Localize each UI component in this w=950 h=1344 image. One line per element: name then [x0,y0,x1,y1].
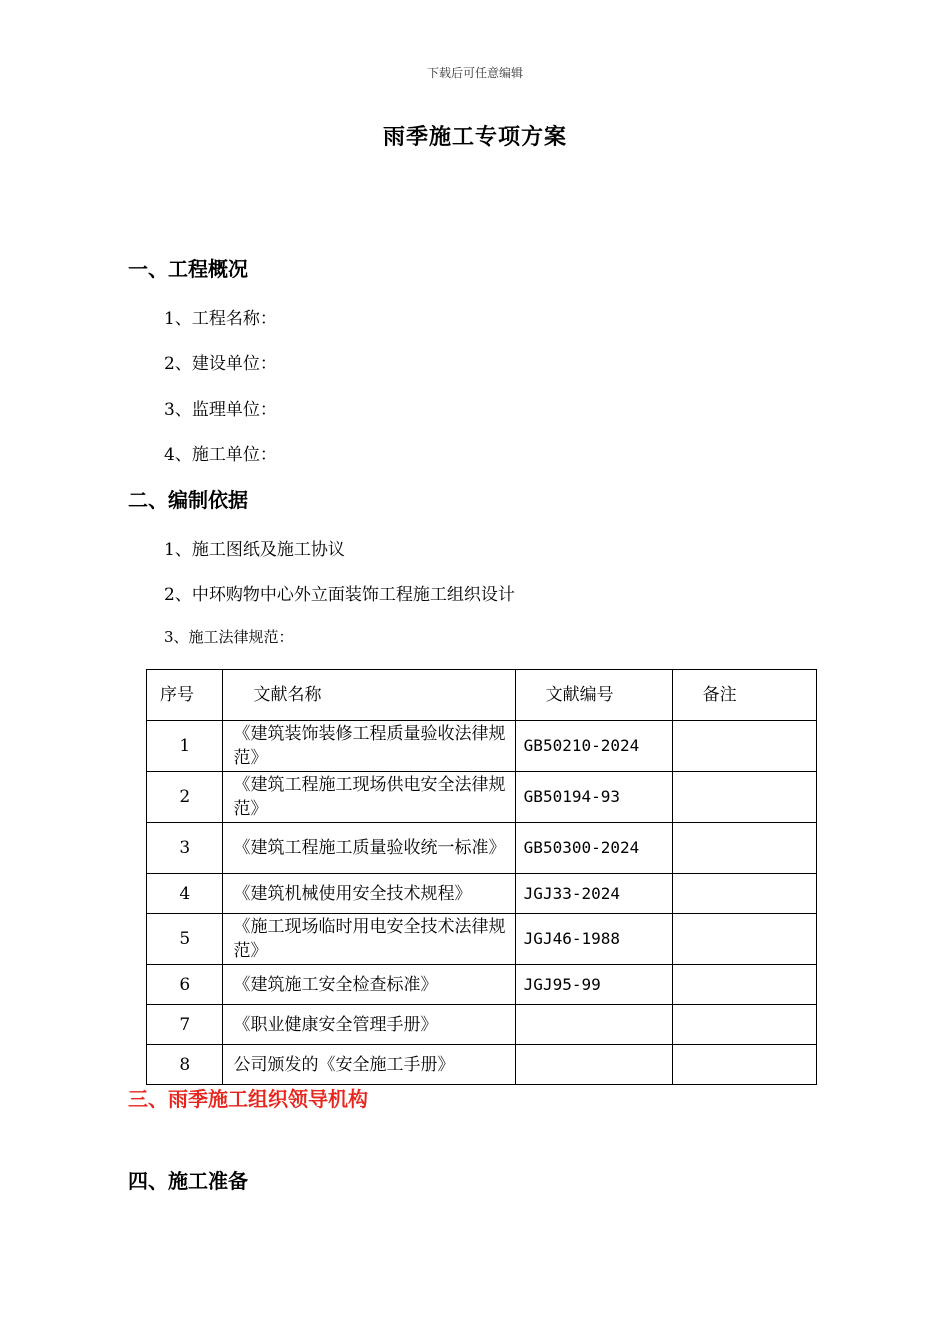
row-code: GB50194-93 [515,772,672,823]
row-note [672,1005,816,1045]
section-heading-basis: 二、编制依据 [128,488,248,512]
section-heading-preparation: 四、施工准备 [128,1169,248,1193]
row-code: JGJ95-99 [515,965,672,1005]
row-code: JGJ33-2024 [515,874,672,914]
row-no: 4 [147,874,223,914]
row-note [672,1045,816,1085]
table-header-row [147,670,817,721]
table-row [147,914,817,965]
row-no: 2 [147,772,223,823]
document-title: 雨季施工专项方案 [382,124,567,150]
row-code [515,1045,672,1085]
standards-table [146,669,817,1085]
row-code [515,1005,672,1045]
row-name: 《建筑机械使用安全技术规程》 [223,874,515,914]
row-no: 3 [147,823,223,874]
table-row [147,823,817,874]
row-name: 《建筑工程施工现场供电安全法律规范》 [223,772,515,823]
section-heading-overview: 一、工程概况 [128,257,248,281]
basis-item-design: 2、中环购物中心外立面装饰工程施工组织设计 [164,585,515,605]
row-name: 《建筑装饰装修工程质量验收法律规范》 [223,721,515,772]
basis-item-drawings: 1、施工图纸及施工协议 [164,540,345,560]
row-no: 8 [147,1045,223,1085]
row-no: 1 [147,721,223,772]
header-cell-note: 备注 [672,670,816,721]
table-row [147,1045,817,1085]
row-note [672,823,816,874]
table-row [147,772,817,823]
table-row [147,874,817,914]
header-cell-code: 文献编号 [515,670,672,721]
row-name: 《职业健康安全管理手册》 [223,1005,515,1045]
row-no: 5 [147,914,223,965]
row-note [672,874,816,914]
row-code: JGJ46-1988 [515,914,672,965]
table-row [147,1005,817,1045]
overview-item-project-name: 1、工程名称： [164,309,277,329]
row-note [672,721,816,772]
page-header-note: 下载后可任意编辑 [426,66,523,80]
row-name: 公司颁发的《安全施工手册》 [223,1045,515,1085]
row-no: 7 [147,1005,223,1045]
row-name: 《建筑工程施工质量验收统一标准》 [223,823,515,874]
row-note [672,965,816,1005]
header-cell-no: 序号 [147,670,223,721]
basis-item-standards: 3、施工法律规范： [164,628,294,646]
row-no: 6 [147,965,223,1005]
header-cell-name: 文献名称 [223,670,515,721]
table-row [147,721,817,772]
overview-item-supervisor: 3、监理单位： [164,400,277,420]
overview-item-contractor: 4、施工单位： [164,445,277,465]
section-heading-organization: 三、雨季施工组织领导机构 [128,1087,368,1111]
row-note [672,914,816,965]
row-code: GB50300-2024 [515,823,672,874]
row-name: 《建筑施工安全检查标准》 [223,965,515,1005]
row-note [672,772,816,823]
row-name: 《施工现场临时用电安全技术法律规范》 [223,914,515,965]
table-row [147,965,817,1005]
row-code: GB50210-2024 [515,721,672,772]
overview-item-owner: 2、建设单位： [164,354,277,374]
